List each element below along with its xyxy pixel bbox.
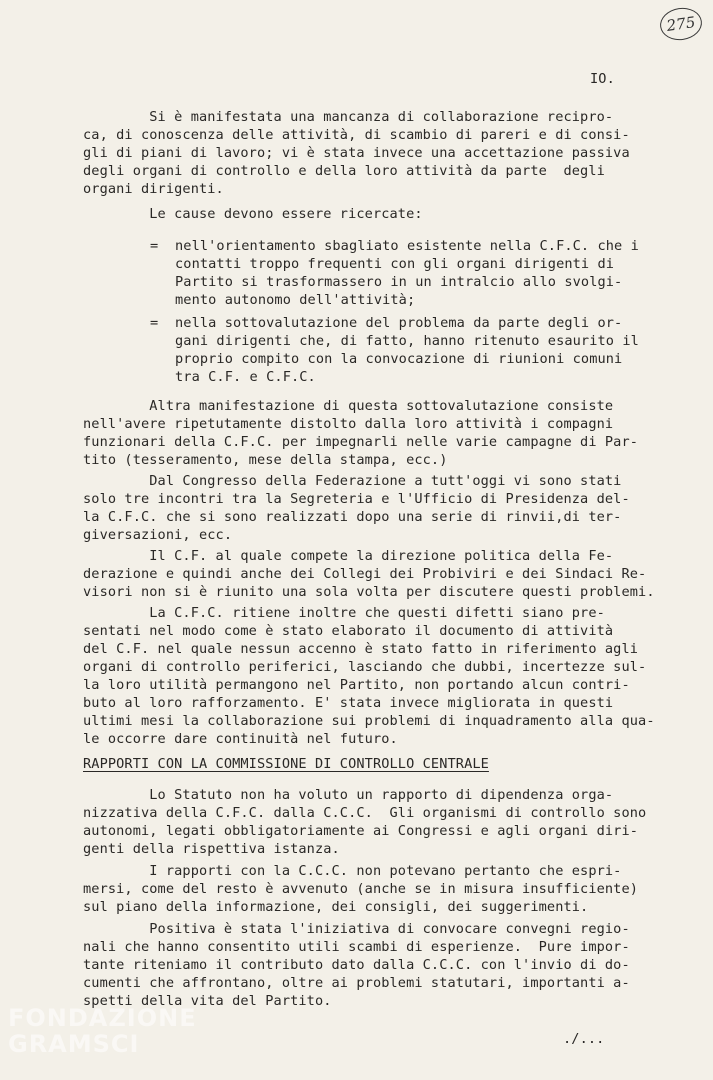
archive-stamp: 275: [658, 5, 704, 43]
paragraph-6: La C.F.C. ritiene inoltre che questi difetti siano pre- sentati nel modo come è stato elaborato il documento di attività del C.F. nel quale nessun accenno è stato fatto in riferimento agli organi di controllo periferici, lasciando che dubbi, incertezze sul- la loro utilità permangono nel Partito, non portando alcun contri- buto al loro rafforzamento. E' stata invece migliorata in questi ultimi mesi la collaborazione sui problemi di inquadramento alla qua- le occorre dare continuità nel futuro.: [83, 605, 655, 747]
list-marker: =: [150, 315, 159, 331]
section-heading: RAPPORTI CON LA COMMISSIONE DI CONTROLLO CENTRALE: [83, 756, 489, 772]
paragraph-2: Le cause devono essere ricercate:: [83, 206, 423, 222]
paragraph-4: Dal Congresso della Federazione a tutt'oggi vi sono stati solo tre incontri tra la Segreteria e l'Ufficio di Presidenza del- la C.F.C. che si sono realizzati dopo una serie di rinvii,di ter- giversazioni, ecc.: [83, 473, 630, 543]
paragraph-3: Altra manifestazione di questa sottovalutazione consiste nell'avere ripetutamente distolto dalla loro attività i compagni funzionari della C.F.C. per impegnarli nelle varie campagne di Par- tito (tesseramento, mese della stampa, ecc.): [83, 398, 639, 468]
paragraph-8: I rapporti con la C.C.C. non potevano pertanto che espri- mersi, come del resto è avvenuto (anche se in misura insufficiente) sul piano della informazione, dei consigli, dei suggerimenti.: [83, 863, 639, 915]
list-item: nell'orientamento sbagliato esistente nella C.F.C. che i contatti troppo frequenti con gli organi dirigenti di Partito si trasformassero in un intralcio allo svolgi- mento autonomo dell'attività;: [175, 238, 639, 308]
continuation-mark: ./...: [563, 1031, 605, 1047]
paragraph-1: Si è manifestata una mancanza di collaborazione recipro- ca, di conoscenza delle attività, di scambio di pareri e di consi- gli di piani di lavoro; vi è stata invece una accettazione passiva degli organi di controllo e della loro attività da parte degli organi dirigenti.: [83, 109, 630, 197]
watermark-logo: FONDAZIONE GRAMSCI: [8, 1004, 197, 1058]
page-number: IO.: [590, 71, 615, 87]
paragraph-7: Lo Statuto non ha voluto un rapporto di dipendenza orga- nizzativa della C.F.C. dalla C.C.C. Gli organismi di controllo sono autonomi, legati obbligatoriamente ai Congressi e agli organi diri- genti della rispettiva istanza.: [83, 787, 647, 857]
list-item: nella sottovalutazione del problema da parte degli or- gani dirigenti che, di fatto, hanno ritenuto esaurito il proprio compito con la convocazione di riunioni comuni tra C.F. e C.F.C.: [175, 315, 639, 385]
paragraph-5: Il C.F. al quale compete la direzione politica della Fe- derazione e quindi anche dei Collegi dei Probiviri e dei Sindaci Re- visori non si è riunito una sola volta per discutere questi problemi.: [83, 548, 655, 600]
paragraph-9: Positiva è stata l'iniziativa di convocare convegni regio- nali che hanno consentito utili scambi di esperienze. Pure impor- tante riteniamo il contributo dato dalla C.C.C. con l'invio di do- cumenti che affrontano, oltre ai problemi statutari, importanti a- spetti della vita del Partito.: [83, 921, 630, 1009]
list-marker: =: [150, 238, 159, 254]
